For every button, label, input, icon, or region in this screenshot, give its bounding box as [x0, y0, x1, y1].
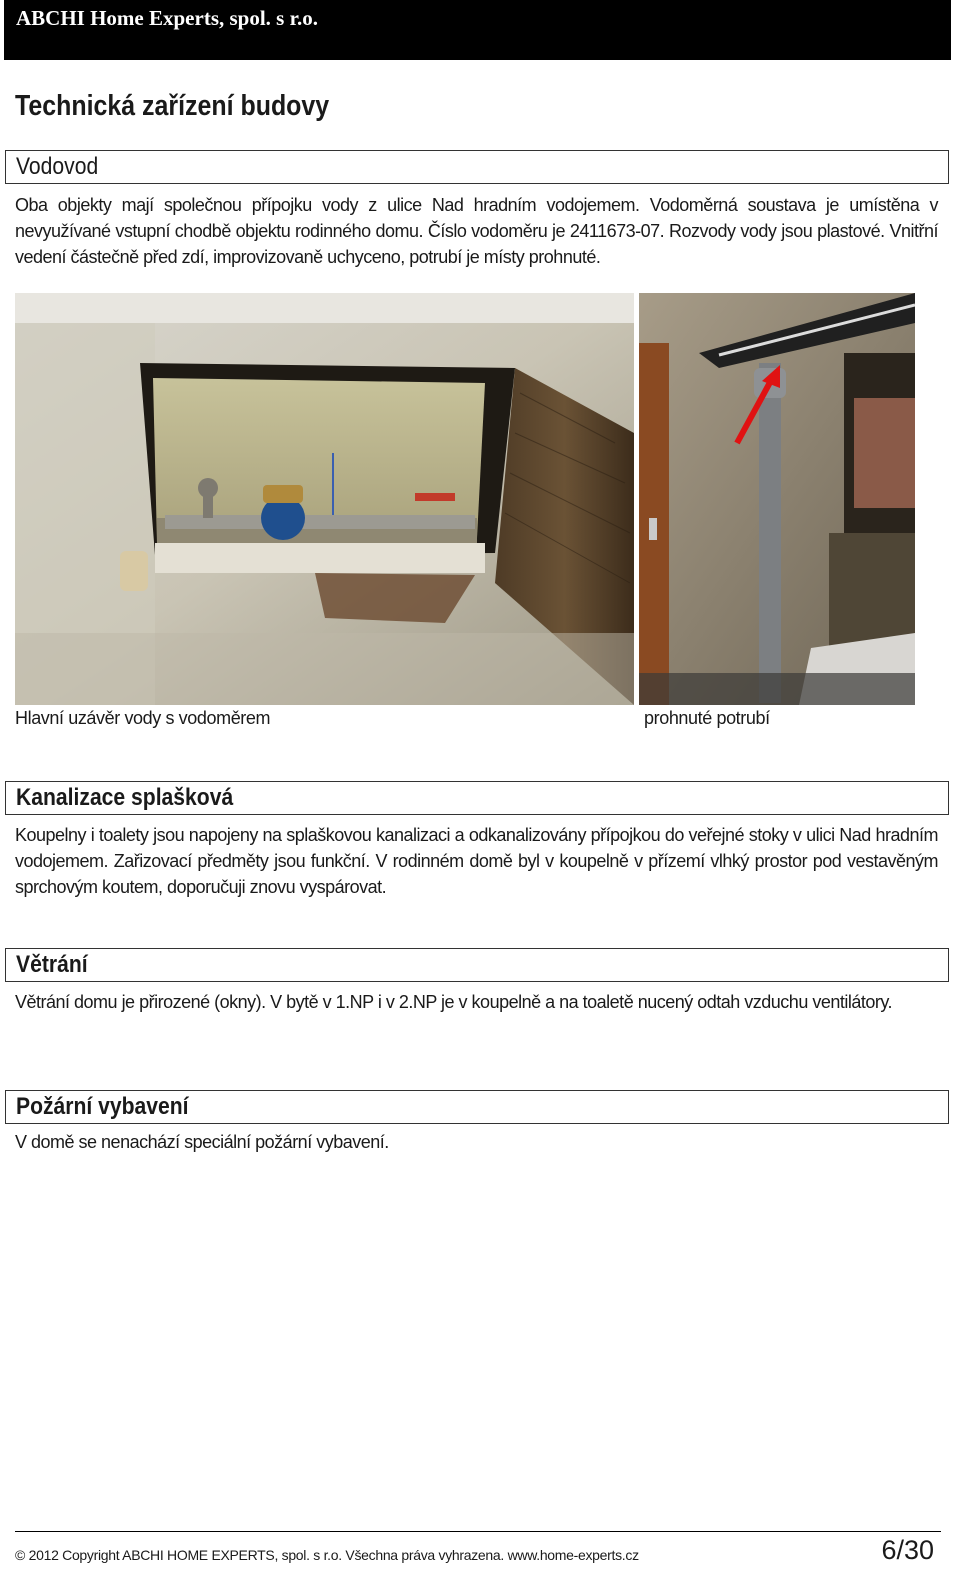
section-heading-vetrani [5, 948, 949, 982]
section-heading-label: Kanalizace splašková [16, 784, 234, 811]
photo-bent-pipe [639, 293, 915, 705]
page-title: Technická zařízení budovy [15, 90, 330, 122]
water-meter-photo-illustration [15, 293, 634, 705]
page-number: 6/30 [881, 1535, 934, 1565]
footer-divider [15, 1531, 941, 1532]
bent-pipe-photo-illustration [639, 293, 915, 705]
header-bar [4, 0, 951, 60]
section-text-vetrani: Větrání domu je přirozené (okny). V bytě v 1.NP i v 2.NP je v koupelně a na toaletě nucený odtah vzduchu ventilátory. [15, 992, 893, 1012]
section-heading-label: Větrání [16, 951, 88, 978]
section-text-pozarni: V domě se nenachází speciální požární vybavení. [15, 1132, 389, 1152]
section-heading-vodovod [5, 150, 949, 184]
section-heading-kanalizace [5, 781, 949, 815]
section-text-kanalizace: Koupelny i toalety jsou napojeny na splaškovou kanalizaci a odkanalizovány přípojkou do veřejné stoky v ulici Nad hradním vodojemem. Zařizovací předměty jsou funkční. V rodinném domě byl v koupelně v přízemí vlhký prostor pod vestavěným sprchovým koutem, doporučuji znovu vyspárovat. [15, 825, 938, 897]
section-text-vodovod: Oba objekty mají společnou přípojku vody z ulice Nad hradním vodojemem. Vodoměrná soustava je umístěna v nevyužívané vstupní chodbě objektu rodinného domu. Číslo vodoměru je 2411673-07. Rozvody vody jsou plastové. Vnitřní vedení částečně před zdí, improvizovaně uchyceno, potrubí je místy prohnuté. [15, 195, 938, 267]
section-heading-label: Vodovod [16, 153, 99, 180]
section-heading-label: Požární vybavení [16, 1093, 189, 1120]
section-heading-pozarni [5, 1090, 949, 1124]
photo-caption-left: Hlavní uzávěr vody s vodoměrem [15, 708, 271, 728]
photo-caption-right: prohnuté potrubí [644, 708, 770, 728]
footer-copyright: © 2012 Copyright ABCHI HOME EXPERTS, spol. s r.o. Všechna práva vyhrazena. www.home-experts.cz [15, 1547, 639, 1563]
company-name: ABCHI Home Experts, spol. s r.o. [16, 6, 318, 30]
photo-water-meter [15, 293, 634, 705]
